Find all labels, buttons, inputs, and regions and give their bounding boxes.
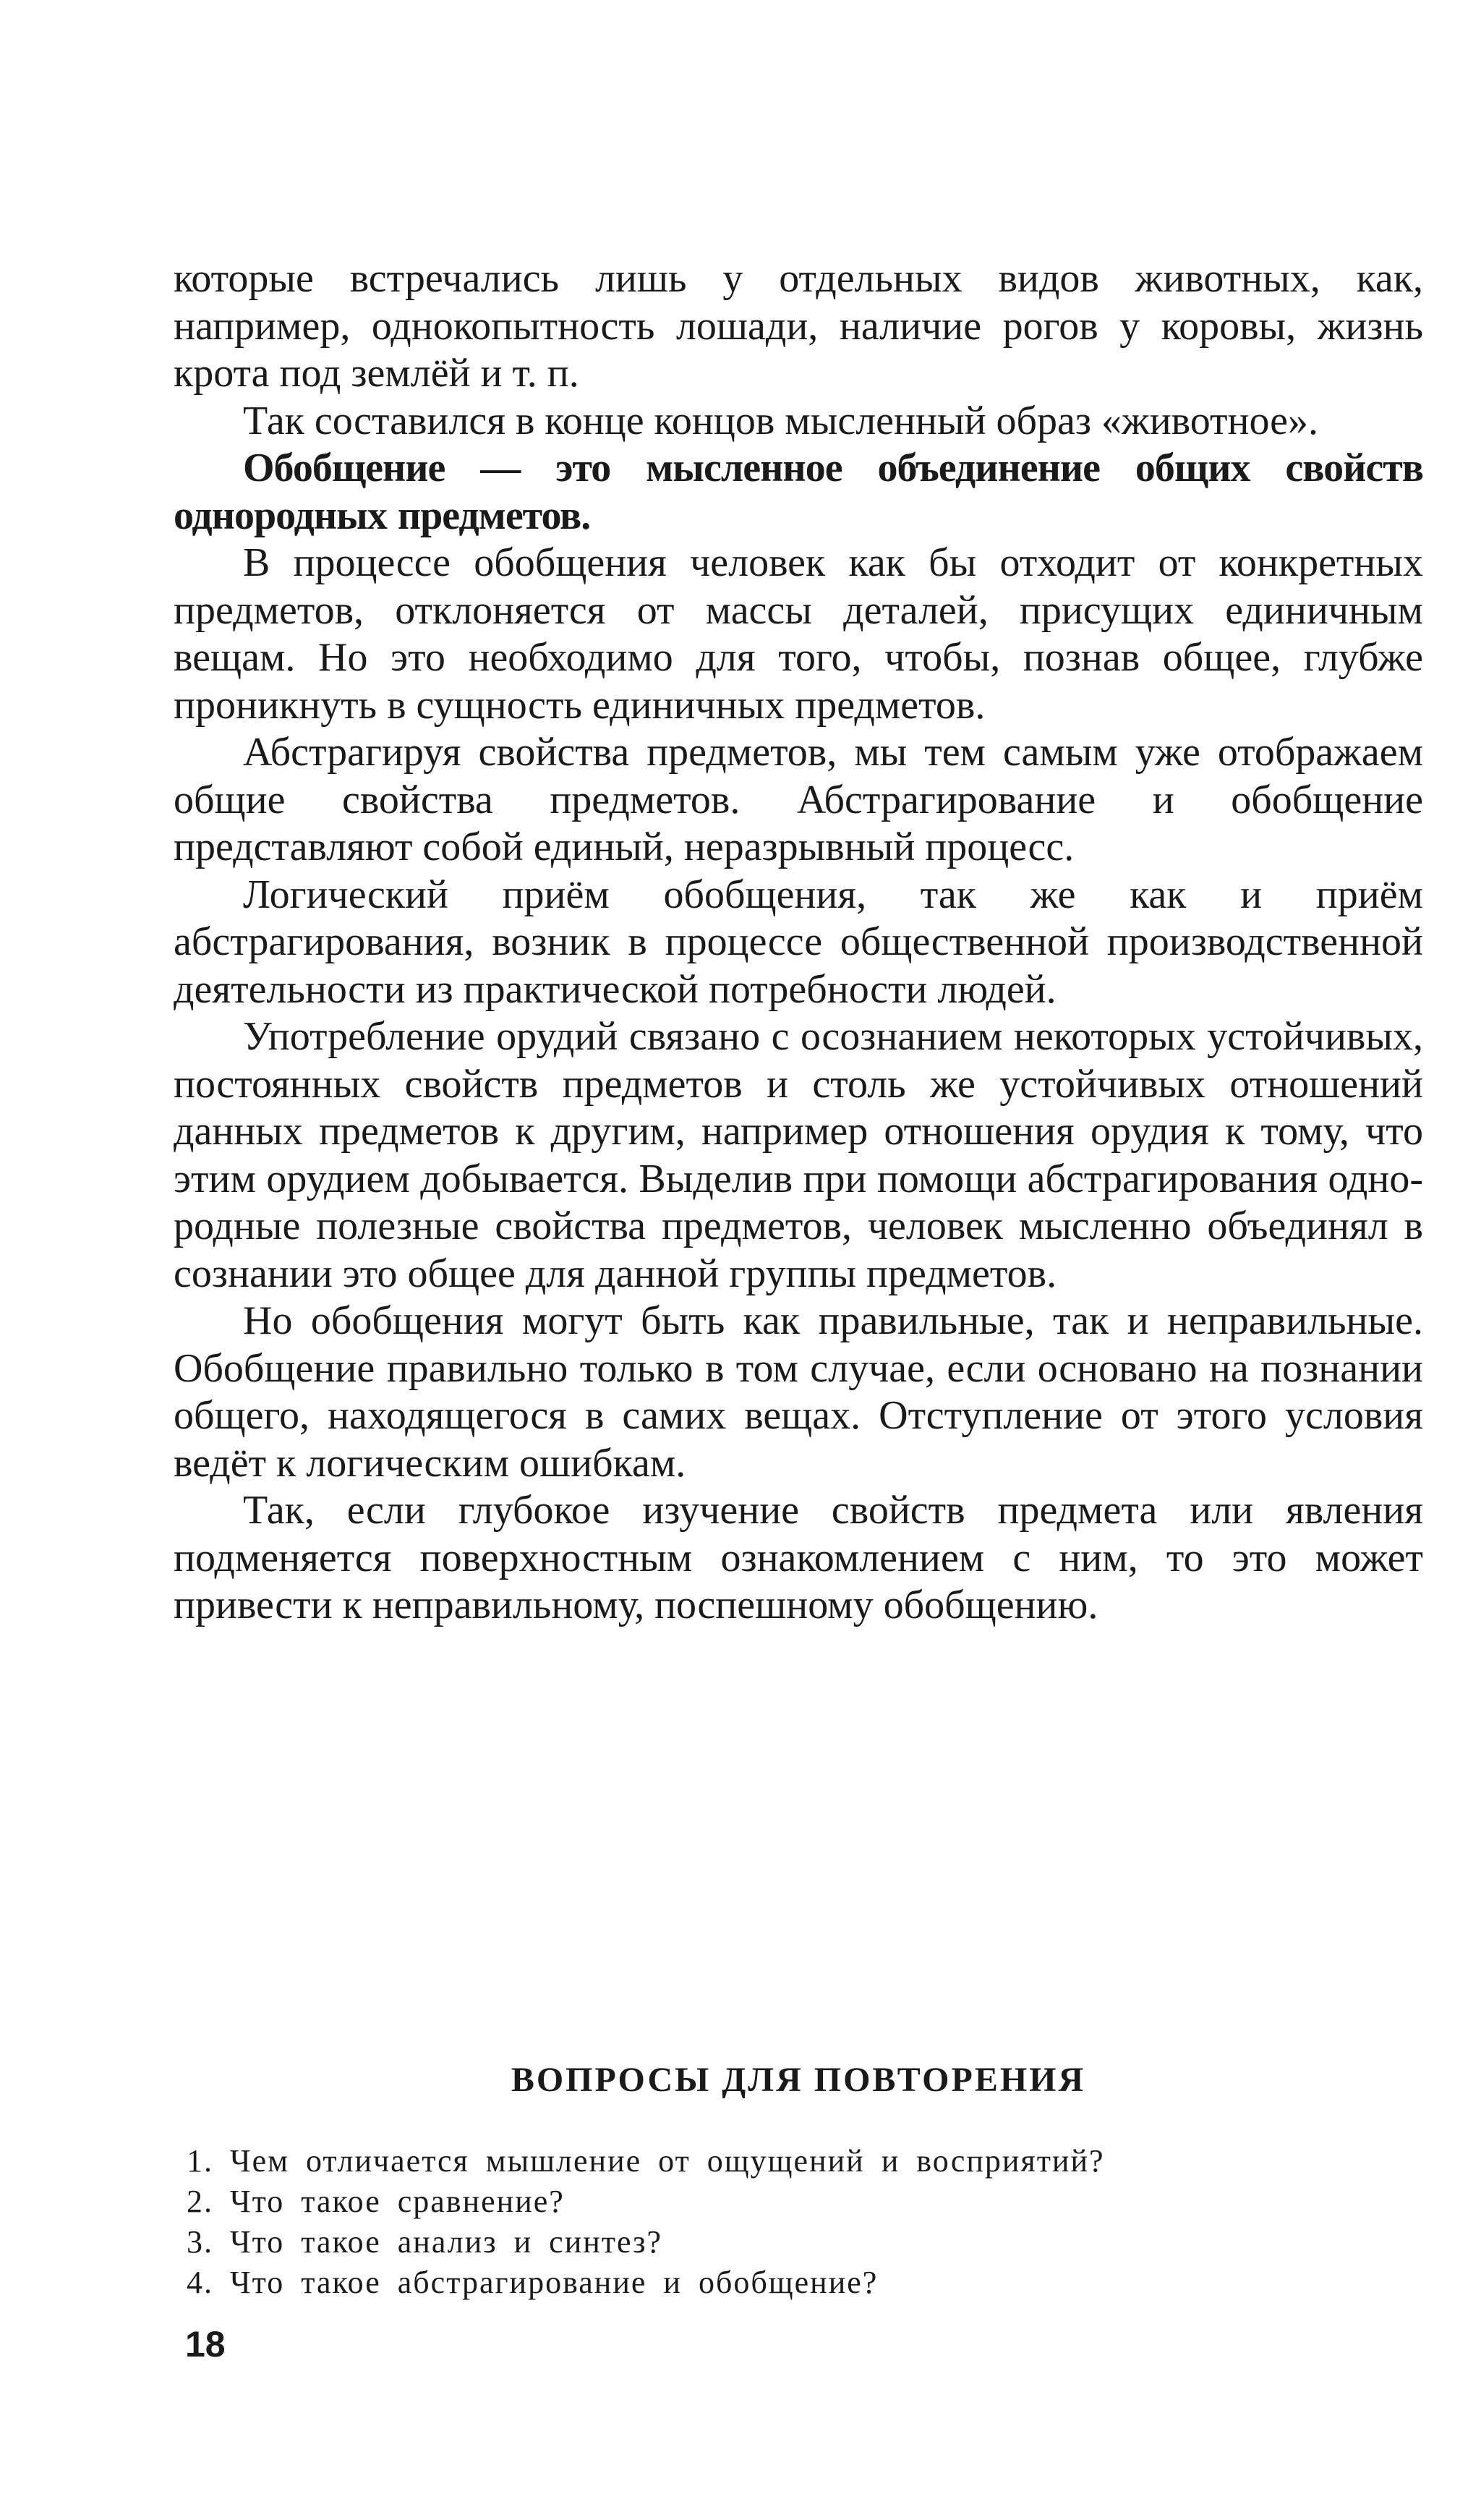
list-item: 3. Что такое анализ и синтез? [187, 2224, 662, 2260]
paragraph-9: Так, если глубокое изучение свойств предмета или явления подменяется поверхностным ознакомлением с ним, то это может привести к неправильному, поспешному обобщению. [174, 1488, 1423, 1627]
paragraph-6: Логический приём обобщения, так же как и приём абстрагирования, возник в процессе общественной производственной деятельности из практической потребности людей. [174, 872, 1423, 1012]
list-item: 1. Чем отличается мышление от ощущений и восприятий? [187, 2143, 1105, 2179]
paragraph-4: В процессе обобщения человек как бы отходит от конкретных предметов, отклоняется от массы деталей, присущих единичным вещам. Но это необходимо для того, чтобы, познав общее, глубже проникнуть в сущность единичных предметов. [174, 540, 1423, 728]
paragraph-1: которые встречались лишь у отдельных видов животных, как, например, однокопытность лошади, наличие рогов у коровы, жизнь крота под землёй и т. п. [174, 256, 1423, 396]
list-item: 2. Что такое сравнение? [187, 2184, 565, 2219]
paragraph-7: Употребление орудий связано с осознанием некоторых устойчивых, постоянных свойств предметов и столь же устойчивых отношений данных предметов к другим, например отношения орудия к тому, что этим орудием добывается. Выделив при помощи абстрагирования однородные полезные свойства предметов, человек мысленно объединял в сознании это общее для данной группы предметов. [174, 1014, 1423, 1296]
list-item: 4. Что такое абстрагирование и обобщение? [187, 2265, 879, 2300]
paragraph-8: Но обобщения могут быть как правильные, так и неправильные. Обобщение правильно только в том случае, если основано на познании общего, находящегося в самих вещах. Отступление от этого условия ведёт к логическим ошибкам. [174, 1298, 1423, 1486]
review-questions-list [187, 2141, 1416, 2303]
paragraph-5: Абстрагируя свойства предметов, мы тем самым уже отображаем общие свойства предметов. Абстрагирование и обобщение представляют собой единый, неразрывный процесс. [174, 730, 1423, 869]
section-heading: ВОПРОСЫ ДЛЯ ПОВТОРЕНИЯ [511, 2061, 1086, 2099]
definition-paragraph: Обобщение — это мысленное объединение общих свойств однородных предметов. [174, 446, 1423, 538]
paragraph-2: Так составился в конце концов мысленный образ «животное». [243, 398, 1318, 443]
body-text [174, 255, 1423, 1630]
page-number: 18 [185, 2324, 226, 2364]
